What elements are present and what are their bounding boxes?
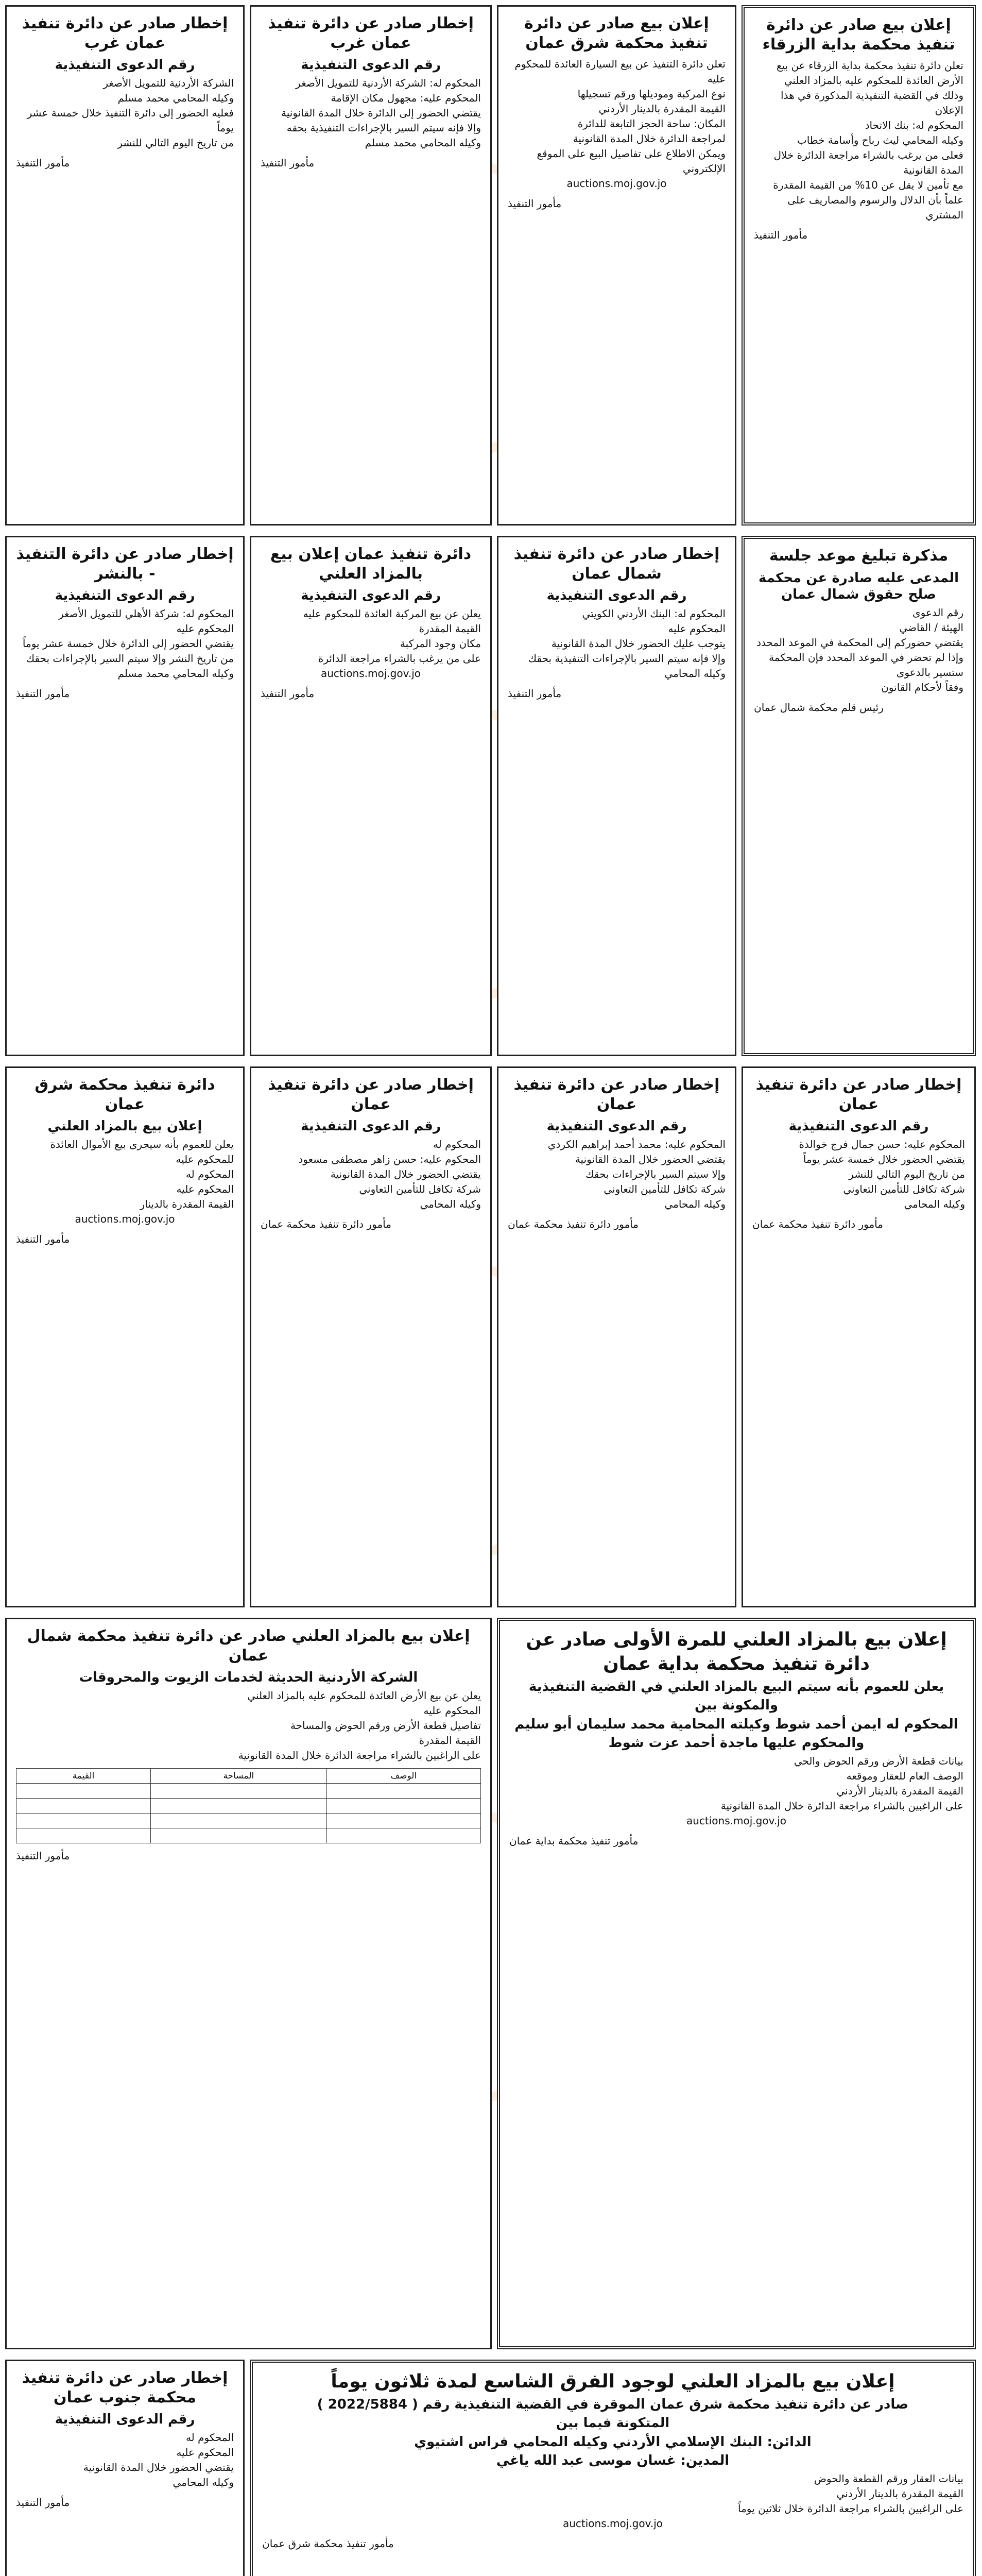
notice-title: إخطار صادر عن دائرة التنفيذ - بالنشر <box>16 545 234 583</box>
notice-line: يعلن عن بيع المركبة العائدة للمحكوم عليه <box>303 607 481 620</box>
notice-subtitle: صادر عن دائرة تنفيذ محكمة شرق عمان الموقرة في القضية التنفيذية رقم ( 2022/5884 ) <box>317 2396 909 2412</box>
notice-line: القيمة المقدرة بالدينار الأردني <box>836 2487 963 2500</box>
notice-signature: رئيس قلم محكمة شمال عمان <box>754 701 884 714</box>
notice-line: الدائن: البنك الإسلامي الأردني وكيله المحامي فراس اشتيوي <box>414 2434 812 2450</box>
notice-line: المحكوم عليه: حسن جمال فرج خوالدة <box>799 1138 965 1150</box>
notice-subtitle: رقم الدعوى التنفيذية <box>301 1118 441 1134</box>
notice-line: المحكوم عليه: مجهول مكان الإقامة <box>331 91 481 104</box>
notice-line: يتوجب عليك الحضور خلال المدة القانونية <box>551 637 726 650</box>
notice-line: بيانات العقار ورقم القطعة والحوض <box>814 2472 963 2485</box>
notice-title: مذكرة تبليغ موعد جلسة <box>769 547 949 565</box>
notice-subtitle: المدعى عليه صادرة عن محكمة صلح حقوق شمال عمان <box>758 570 959 602</box>
notice-title: إخطار صادر عن دائرة تنفيذ عمان غرب <box>22 14 228 52</box>
notice-signature: مأمور التنفيذ <box>16 1232 70 1245</box>
notice-takaful-1 <box>250 1066 492 1607</box>
notice-amman-vehicle-auction <box>250 536 492 1056</box>
notice-line: يعلن للعموم بأنه سيجرى بيع الأموال العائدة للمحكوم عليه <box>50 1138 234 1165</box>
notice-subtitle: رقم الدعوى التنفيذية <box>301 588 441 603</box>
notice-line: رقم الدعوى <box>912 606 963 619</box>
notice-website: auctions.moj.gov.jo <box>686 1814 786 1827</box>
table-cell <box>151 1813 327 1828</box>
notice-subtitle: رقم الدعوى التنفيذية <box>55 57 195 73</box>
notice-title: إعلان بيع صادر عن دائرة تنفيذ محكمة شرق عمان <box>524 14 709 52</box>
notice-zarqa-sale <box>742 5 976 526</box>
notice-line: المحكوم له: شركة الأهلي للتمويل الأصغر <box>58 607 234 620</box>
notice-website: auctions.moj.gov.jo <box>562 2517 663 2530</box>
notice-title: دائرة تنفيذ محكمة شرق عمان <box>35 1076 215 1113</box>
notice-line: مكان وجود المركبة <box>400 637 481 650</box>
notice-takaful-2 <box>497 1066 736 1607</box>
notice-signature: مأمور دائرة تنفيذ محكمة عمان <box>508 1217 639 1230</box>
table-row <box>16 1783 481 1798</box>
notice-line: القيمة المقدرة <box>419 622 481 635</box>
notice-line: المحكوم عليه <box>423 1704 481 1717</box>
notice-line: تعلن دائرة تنفيذ محكمة بداية الزرقاء عن بيع الأرض العائدة للمحكوم عليه بالمزاد العلني <box>776 59 963 87</box>
notice-title: إعلان بيع بالمزاد العلني لوجود الفرق الشاسع لمدة ثلاثون يوماً <box>331 2371 895 2392</box>
notice-subtitle: إعلان بيع بالمزاد العلني <box>47 1118 202 1134</box>
notice-line: المدين: غسان موسى عبد الله ياغي <box>496 2453 730 2469</box>
notice-line: المكان: ساحة الحجز التابعة للدائرة <box>577 117 726 130</box>
table-row <box>16 1828 481 1843</box>
notice-subtitle: رقم الدعوى التنفيذية <box>546 588 687 603</box>
notice-subtitle: يعلن للعموم بأنه سيتم البيع بالمزاد العلني في القضية التنفيذية <box>528 1679 944 1694</box>
notice-line: وكيله المحامي محمد مسلم <box>117 667 234 680</box>
table-cell <box>326 1813 480 1828</box>
notice-website: auctions.moj.gov.jo <box>75 1212 175 1225</box>
notice-signature: مأمور دائرة تنفيذ محكمة عمان <box>752 1217 883 1230</box>
notice-takaful-3 <box>742 1066 976 1607</box>
notice-line: شركة تكافل للتأمين التعاوني <box>604 1182 726 1195</box>
notice-signature: مأمور التنفيذ <box>16 687 70 700</box>
notice-line: القيمة المقدرة بالدينار الأردني <box>836 1784 963 1797</box>
notice-line: المحكوم له: بنك الاتحاد <box>865 119 963 131</box>
table-cell <box>151 1798 327 1813</box>
notice-line: وكيله المحامي <box>904 1197 965 1210</box>
notice-line: يقتضي الحضور إلى الدائرة خلال خمسة عشر يوماً <box>22 637 234 650</box>
notice-line: المحكوم عليه <box>176 622 234 635</box>
notice-west-amman-1 <box>250 5 492 526</box>
notice-east-amman-vehicle-sale <box>497 5 736 526</box>
notice-court-hearing-summons <box>742 536 976 1056</box>
notice-subtitle: المتكونة فيما بين <box>556 2415 670 2431</box>
notice-line: على الراغبين بالشراء مراجعة الدائرة خلال المدة القانونية <box>720 1799 963 1812</box>
table-cell <box>16 1783 151 1798</box>
notice-signature: مأمور التنفيذ <box>508 687 562 700</box>
notice-signature: مأمور التنفيذ <box>16 156 70 169</box>
notice-line: وكيله المحامي محمد مسلم <box>117 91 234 104</box>
notice-line: وذلك في القضية التنفيذية المذكورة في هذا الإعلان <box>781 89 963 116</box>
notice-line: بيانات قطعة الأرض ورقم الحوض والحي <box>794 1754 963 1767</box>
notice-amman-first-instance-land-sale <box>497 1618 976 2349</box>
notice-signature: مأمور التنفيذ <box>16 1849 70 1862</box>
notice-line: المحكوم له <box>433 1138 481 1150</box>
land-table <box>16 1768 481 1843</box>
notice-signature: مأمور التنفيذ <box>261 156 315 169</box>
table-row <box>16 1768 481 1783</box>
notice-title: إخطار صادر عن دائرة تنفيذ عمان <box>755 1076 962 1113</box>
notice-line: المحكوم له <box>185 1167 234 1180</box>
notice-publication-ahli <box>5 536 245 1056</box>
notice-line: القيمة المقدرة <box>419 1734 481 1747</box>
table-cell <box>151 1783 327 1798</box>
notice-line: من تاريخ اليوم التالي للنشر <box>117 136 234 149</box>
notice-line: المحكوم له: الشركة الأردنية للتمويل الأصغر <box>296 76 481 89</box>
notice-line: وإلا فإنه سيتم السير بالإجراءات التنفيذية بحقه <box>286 121 481 134</box>
table-cell <box>16 1813 151 1828</box>
notice-north-amman <box>497 536 736 1056</box>
notice-line: المحكوم عليه <box>176 2446 234 2459</box>
table-cell <box>16 1798 151 1813</box>
notice-line: والمكونة بين <box>694 1698 779 1714</box>
notice-line: وكيله المحامي <box>173 2476 234 2488</box>
notice-signature: مأمور التنفيذ <box>261 687 315 700</box>
notice-line: وإلا فإنه سيتم السير بالإجراءات التنفيذية بحقك <box>528 652 726 665</box>
notice-north-amman-land-auction <box>5 1618 492 2349</box>
notice-signature: مأمور تنفيذ محكمة شرق عمان <box>262 2537 394 2550</box>
notice-title: إخطار صادر عن دائرة تنفيذ عمان <box>513 1076 720 1113</box>
notice-signature: مأمور التنفيذ <box>16 2496 70 2509</box>
notice-signature: مأمور التنفيذ <box>754 229 808 241</box>
notice-title: إخطار صادر عن دائرة تنفيذ عمان <box>268 1076 474 1113</box>
notice-line: وكيله المحامي <box>664 1197 726 1210</box>
notice-title: إعلان بيع صادر عن دائرة تنفيذ محكمة بداية الزرقاء <box>762 16 955 54</box>
notice-line: المحكوم عليه <box>668 622 726 635</box>
notice-title: إعلان بيع بالمزاد العلني للمرة الأولى صادر عن دائرة تنفيذ محكمة بداية عمان <box>526 1629 947 1674</box>
notice-subtitle: رقم الدعوى التنفيذية <box>55 588 195 603</box>
notice-line: القيمة المقدرة بالدينار <box>140 1197 234 1210</box>
notice-line: تعلن دائرة التنفيذ عن بيع السيارة العائدة للمحكوم عليه <box>514 58 726 85</box>
notice-line: لمراجعة الدائرة خلال المدة القانونية <box>573 132 726 145</box>
notice-line: وفقاً لأحكام القانون <box>881 681 963 693</box>
notice-title: إعلان بيع بالمزاد العلني صادر عن دائرة تنفيذ محكمة شمال عمان <box>27 1627 470 1665</box>
notice-line: وكيله المحامي ليث رباح وأسامة خطاب <box>797 134 963 146</box>
table-header-cell: الوصف <box>326 1768 480 1783</box>
table-row <box>16 1798 481 1813</box>
notice-line: وكيله المحامي <box>420 1197 481 1210</box>
notice-title: دائرة تنفيذ عمان إعلان بيع بالمزاد العلني <box>270 545 472 583</box>
notice-website: auctions.moj.gov.jo <box>566 177 667 190</box>
notice-line: وكيله المحامي <box>664 667 726 680</box>
notice-line: وإلا سيتم السير بالإجراءات بحقك <box>585 1167 726 1180</box>
notice-line: المحكوم له ايمن أحمد شوط وكيلته المحامية محمد سليمان أبو سليم <box>514 1716 958 1732</box>
notice-line: على من يرغب بالشراء مراجعة الدائرة <box>318 652 481 665</box>
notice-title: إخطار صادر عن دائرة تنفيذ عمان غرب <box>268 14 474 52</box>
notice-east-amman-auction <box>5 1066 245 1607</box>
notice-signature: مأمور تنفيذ محكمة بداية عمان <box>509 1834 639 1847</box>
notice-website: auctions.moj.gov.jo <box>320 667 421 680</box>
notice-line: علماً بأن الدلال والرسوم والمصاريف على المشتري <box>787 194 963 221</box>
notice-subtitle: رقم الدعوى التنفيذية <box>788 1118 929 1134</box>
notice-line: وكيله المحامي محمد مسلم <box>365 136 481 149</box>
notice-line: فعليه الحضور إلى دائرة التنفيذ خلال خمسة عشر يوماً <box>27 106 234 134</box>
notice-line: على الراغبين بالشراء مراجعة الدائرة خلال المدة القانونية <box>238 1749 481 1761</box>
table-cell <box>326 1798 480 1813</box>
notice-line: من تاريخ النشر وإلا سيتم السير بالإجراءات بحقك <box>26 652 234 665</box>
notice-line: من تاريخ اليوم التالي للنشر <box>849 1167 965 1180</box>
notice-subtitle: الشركة الأردنية الحديثة لخدمات الزيوت والمحروقات <box>79 1670 418 1685</box>
table-cell <box>151 1828 327 1843</box>
notice-line: الهيئة / القاضي <box>899 621 963 634</box>
notice-line: الوصف العام للعقار وموقعه <box>846 1769 963 1782</box>
notice-title: إخطار صادر عن دائرة تنفيذ محكمة جنوب عمان <box>22 2369 228 2406</box>
notice-line: المحكوم له: البنك الأردني الكويتي <box>582 607 726 620</box>
table-cell <box>326 1828 480 1843</box>
notice-line: يقتضي الحضور خلال المدة القانونية <box>330 1167 481 1180</box>
notice-line: ويمكن الاطلاع على تفاصيل البيع على الموقع الإلكتروني <box>537 147 726 175</box>
notice-subtitle: رقم الدعوى التنفيذية <box>55 2412 195 2427</box>
table-header-cell: القيمة <box>16 1768 151 1783</box>
notice-south-amman <box>5 2360 245 2576</box>
notice-title: إخطار صادر عن دائرة تنفيذ شمال عمان <box>513 545 720 583</box>
notice-line: يقتضي الحضور خلال خمسة عشر يوماً <box>803 1153 965 1165</box>
notice-line: يقتضي الحضور خلال المدة القانونية <box>575 1153 726 1165</box>
notice-line: يقتضي الحضور خلال المدة القانونية <box>83 2461 234 2473</box>
table-row <box>16 1813 481 1828</box>
table-cell <box>16 1828 151 1843</box>
notice-line: المحكوم عليه: محمد أحمد إبراهيم الكردي <box>547 1138 726 1150</box>
notice-line: تفاصيل قطعة الأرض ورقم الحوض والمساحة <box>290 1719 481 1732</box>
notice-line: الشركة الأردنية للتمويل الأصغر <box>103 76 234 89</box>
notice-signature: مأمور دائرة تنفيذ محكمة عمان <box>261 1217 391 1230</box>
notice-west-amman-2 <box>5 5 245 526</box>
notice-line: فعلى من يرغب بالشراء مراجعة الدائرة خلال المدة القانونية <box>773 149 963 176</box>
table-cell <box>326 1783 480 1798</box>
notice-line: يقتضي الحضور إلى الدائرة خلال المدة القانونية <box>281 106 481 119</box>
table-header-cell: المساحة <box>151 1768 327 1783</box>
notice-line: المحكوم عليه <box>176 1182 234 1195</box>
notice-signature: مأمور التنفيذ <box>508 197 562 210</box>
notice-subtitle: رقم الدعوى التنفيذية <box>546 1118 687 1134</box>
notice-subtitle: رقم الدعوى التنفيذية <box>301 57 441 73</box>
notice-line: المحكوم عليه: حسن زاهر مصطفى مسعود <box>298 1153 481 1165</box>
notice-line: يعلن عن بيع الأرض العائدة للمحكوم عليه بالمزاد العلني <box>247 1689 481 1702</box>
notice-line: نوع المركبة وموديلها ورقم تسجيلها <box>577 88 726 100</box>
notice-line: شركة تكافل للتأمين التعاوني <box>359 1182 481 1195</box>
notice-line: مع تأمين لا يقل عن 10% من القيمة المقدرة <box>773 179 963 191</box>
notice-line: على الراغبين بالشراء مراجعة الدائرة خلال ثلاثين يوماً <box>738 2502 963 2515</box>
notice-line: يقتضي حضوركم إلى المحكمة في الموعد المحدد <box>756 636 963 649</box>
notice-line: القيمة المقدرة بالدينار الأردني <box>598 103 726 115</box>
notice-line: وإذا لم تحضر في الموعد المحدد فإن المحكمة ستسير بالدعوى <box>769 651 963 679</box>
notice-east-amman-30-day-auction <box>250 2360 976 2576</box>
notice-line: المحكوم له <box>185 2431 234 2444</box>
notice-line: شركة تكافل للتأمين التعاوني <box>843 1182 965 1195</box>
notice-line: والمحكوم عليها ماجدة أحمد عزت شوط <box>608 1735 865 1751</box>
